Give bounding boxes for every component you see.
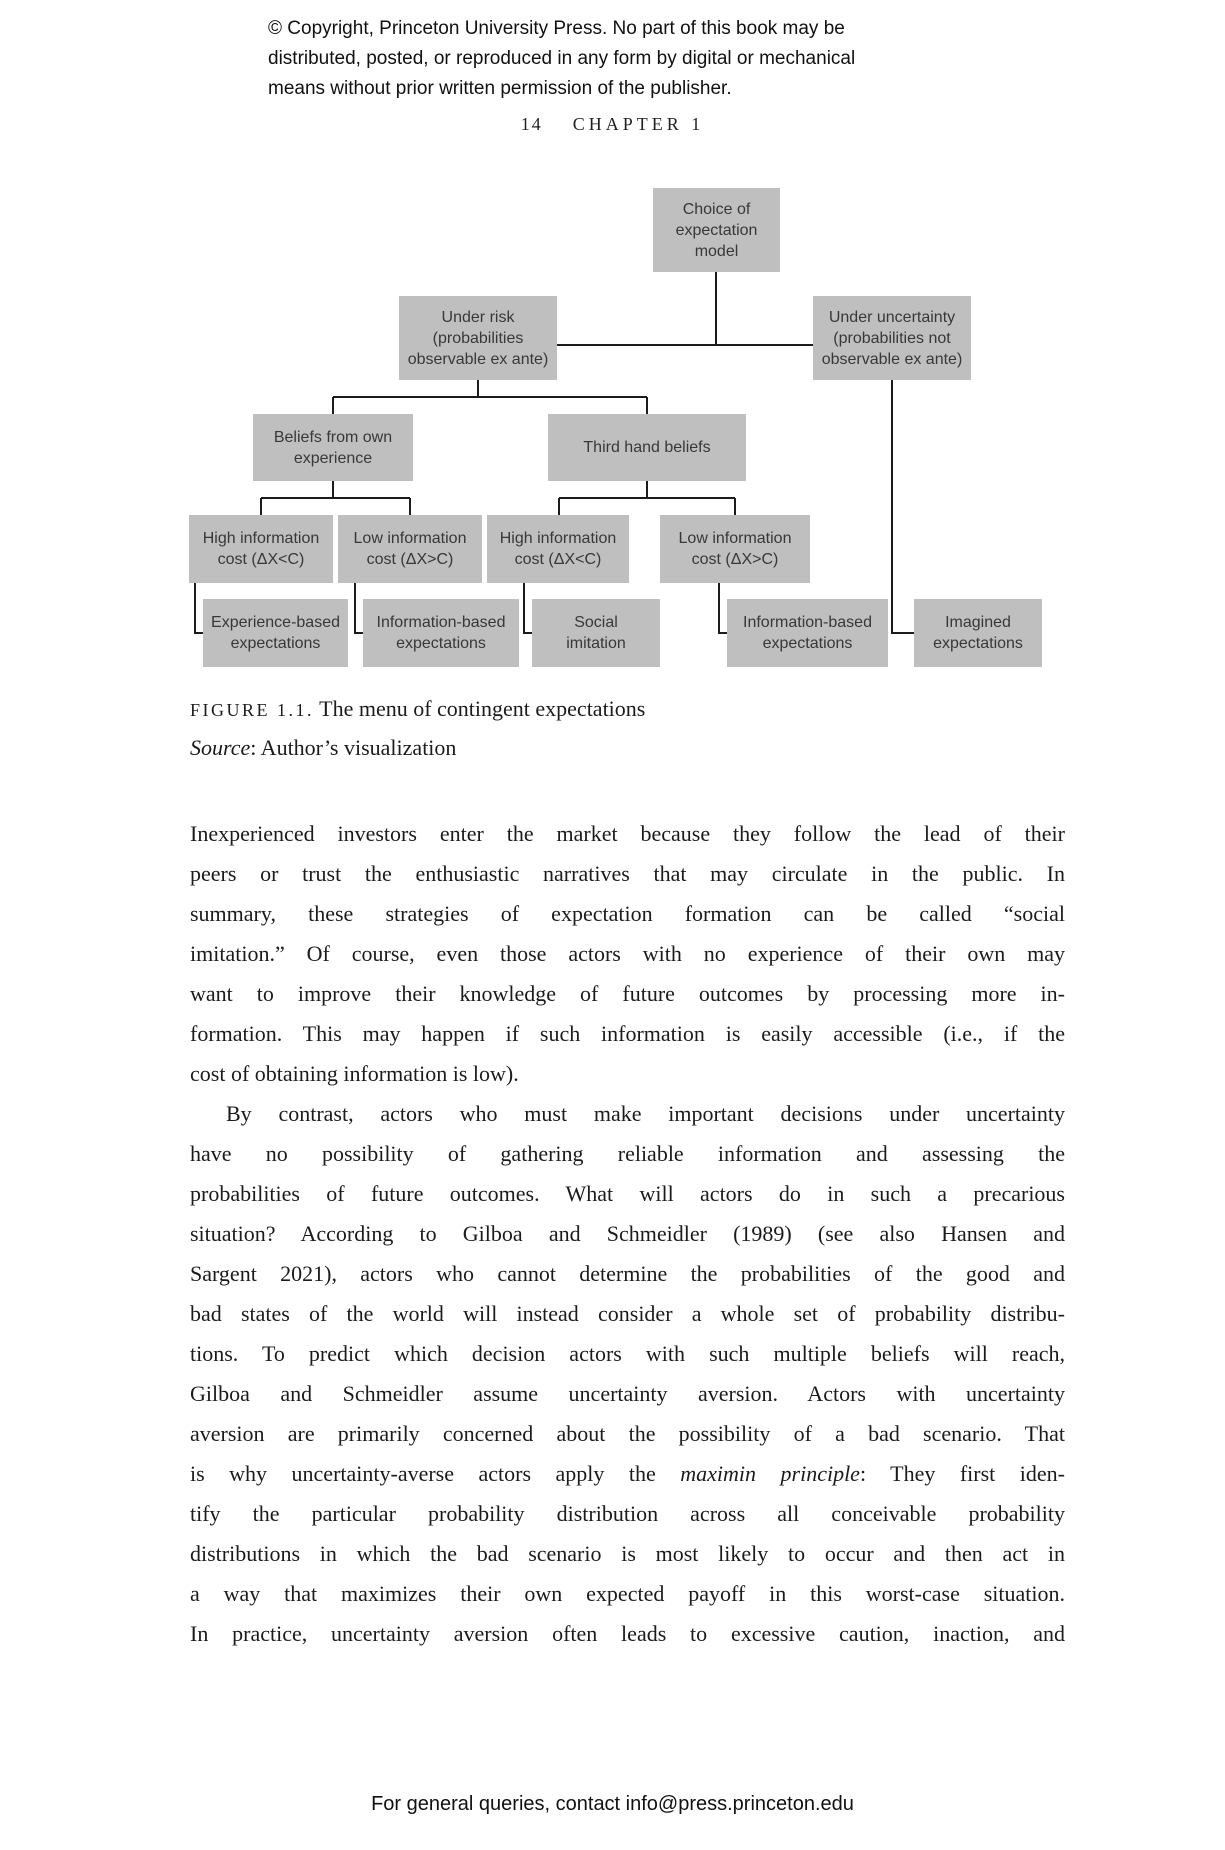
body-text-segment: Sargent 2021), actors who cannot determine the probabilities of the good and [190, 1261, 1065, 1286]
body-text-segment: tions. To predict which decision actors with such multiple beliefs will reach, [190, 1341, 1065, 1366]
diagram-node-label: cost (ΔX>C) [366, 551, 454, 568]
body-text-segment: By contrast, actors who must make important decisions under uncertainty [226, 1101, 1065, 1126]
diagram-node-label: expectations [762, 635, 853, 652]
figure-caption-title: The menu of contingent expectations [319, 696, 646, 721]
body-line [190, 934, 1065, 974]
diagram-node-high-information-cost-third [487, 515, 629, 583]
body-text-segment: In practice, uncertainty aversion often leads to excessive caution, inaction, and [190, 1621, 1065, 1646]
body-line [190, 854, 1065, 894]
body-line [190, 1174, 1065, 1214]
body-line [190, 1014, 1065, 1054]
diagram-node-choice-of-expectation-model [653, 188, 780, 272]
body-italic-text: maximin principle [680, 1461, 860, 1486]
body-line [190, 1214, 1065, 1254]
diagram-node-label: cost (ΔX<C) [514, 551, 602, 568]
body-text-segment: distributions in which the bad scenario is most likely to occur and then act in [190, 1541, 1065, 1566]
body-line [190, 1134, 1065, 1174]
connector-cost2-elbow [355, 583, 363, 633]
body-line [190, 1414, 1065, 1454]
diagram-node-label: Social [574, 614, 618, 631]
body-text-segment: summary, these strategies of expectation formation can be called “social [190, 901, 1065, 926]
diagram-node-label: Beliefs from own [273, 428, 393, 446]
connector-cost1-elbow [195, 583, 203, 633]
body-text-segment: bad states of the world will instead consider a whole set of probability distribu- [190, 1301, 1065, 1326]
diagram-node-label: Low information [678, 530, 792, 547]
diagram-node-third-hand-beliefs [548, 414, 746, 481]
body-line [190, 1534, 1065, 1574]
body-line [190, 1054, 1065, 1094]
body-text-segment: a way that maximizes their own expected payoff in this worst-case situation. [190, 1581, 1065, 1606]
figure-caption-line [190, 690, 645, 729]
copyright-line: © Copyright, Princeton University Press. No part of this book may be [268, 18, 845, 39]
diagram-node-low-information-cost-third [660, 515, 810, 583]
connector-uncertainty-elbow [892, 380, 914, 633]
figure-source-label: Source [190, 735, 251, 760]
body-text-segment: is why uncertainty-averse actors apply the [190, 1461, 681, 1486]
diagram-node-label: cost (ΔX>C) [691, 551, 779, 568]
diagram-node-social-imitation [532, 599, 660, 667]
diagram-node-label: Under risk [441, 308, 515, 326]
body-text-segment: imitation.” Of course, even those actors with no experience of their own may [190, 941, 1065, 966]
body-text-segment: probabilities of future outcomes. What will actors do in such a precarious [190, 1181, 1065, 1206]
running-head [0, 114, 1225, 135]
diagram-node-high-information-cost-own [189, 515, 333, 583]
body-line [190, 1094, 1065, 1134]
diagram-node-label: Choice of [682, 200, 751, 218]
body-line [190, 1574, 1065, 1614]
diagram-node-label: Imagined [945, 614, 1011, 631]
copyright-notice [268, 14, 855, 104]
body-line [190, 1294, 1065, 1334]
diagram-node-label: expectations [396, 635, 486, 652]
chapter-label: CHAPTER 1 [572, 114, 705, 134]
diagram-node-label: observable ex ante) [407, 350, 549, 368]
body-line [190, 1334, 1065, 1374]
body-text-segment: Inexperienced investors enter the market because they follow the lead of their [190, 821, 1065, 846]
body-text-segment: situation? According to Gilboa and Schmeidler (1989) (see also Hansen and [190, 1221, 1065, 1246]
body-line [190, 894, 1065, 934]
body-line [190, 974, 1065, 1014]
diagram-node-label: Information-based [376, 614, 506, 631]
diagram-node-under-uncertainty [813, 296, 971, 380]
diagram-node-information-based-expectations-1 [363, 599, 519, 667]
figure-source-line [190, 729, 645, 767]
body-line [190, 1614, 1065, 1654]
body-text-segment: want to improve their knowledge of future outcomes by processing more in- [190, 981, 1065, 1006]
connector-cost4-elbow [719, 583, 727, 633]
diagram-node-label: model [694, 242, 739, 260]
copyright-line: means without prior written permission of the publisher. [268, 78, 732, 99]
diagram-node-label: cost (ΔX<C) [217, 551, 305, 568]
figure-caption-label: FIGURE 1.1. [190, 700, 315, 720]
diagram-node-label: (probabilities not [833, 329, 951, 347]
diagram-node-label: Under uncertainty [828, 308, 956, 326]
diagram-node-under-risk [399, 296, 557, 380]
diagram-node-label: expectation [675, 221, 758, 239]
figure-source-text: : Author’s visualization [250, 735, 457, 760]
body-text-segment: formation. This may happen if such information is easily accessible (i.e., if the [190, 1021, 1065, 1046]
diagram-node-label: observable ex ante) [821, 350, 963, 368]
body-text [190, 814, 1065, 1654]
diagram-node-information-based-expectations-2 [727, 599, 888, 667]
diagram-node-low-information-cost-own [338, 515, 482, 583]
diagram-node-label: (probabilities [432, 329, 524, 347]
body-text-segment: peers or trust the enthusiastic narratives that may circulate in the public. In [190, 861, 1065, 886]
body-line [190, 814, 1065, 854]
diagram-node-label: High information [499, 530, 617, 547]
diagram-node-label: Low information [353, 530, 467, 547]
diagram-node-label: experience [293, 449, 373, 467]
body-text-segment: aversion are primarily concerned about the possibility of a bad scenario. That [190, 1421, 1065, 1446]
body-text-segment: Gilboa and Schmeidler assume uncertainty aversion. Actors with uncertainty [190, 1381, 1065, 1406]
copyright-line: distributed, posted, or reproduced in any form by digital or mechanical [268, 48, 856, 69]
page-footer: For general queries, contact info@press.princeton.edu [371, 1793, 854, 1815]
body-text-segment: tify the particular probability distribution across all conceivable probability [190, 1501, 1065, 1526]
diagram-node-experience-based-expectations [203, 599, 348, 667]
body-line [190, 1494, 1065, 1534]
body-line [190, 1374, 1065, 1414]
body-text-segment: cost of obtaining information is low). [190, 1061, 519, 1086]
body-line [190, 1254, 1065, 1294]
body-text-segment: : They first iden- [859, 1461, 1065, 1486]
diagram-node-beliefs-from-own-experience [253, 414, 413, 481]
diagram-node-label: expectations [933, 635, 1023, 652]
figure-connectors [0, 0, 1225, 700]
body-text-segment: have no possibility of gathering reliable information and assessing the [190, 1141, 1065, 1166]
diagram-node-label: High information [202, 530, 320, 547]
diagram-node-label: Third hand beliefs [583, 439, 711, 456]
diagram-node-label: Experience-based [211, 614, 340, 631]
page-number: 14 [520, 114, 543, 134]
connector-cost3-elbow [524, 583, 532, 633]
diagram-node-label: expectations [230, 635, 321, 652]
diagram-node-label: Information-based [743, 614, 872, 631]
figure-caption [190, 690, 645, 767]
body-line [190, 1454, 1065, 1494]
diagram-node-label: imitation [566, 635, 626, 652]
diagram-node-imagined-expectations [914, 599, 1042, 667]
